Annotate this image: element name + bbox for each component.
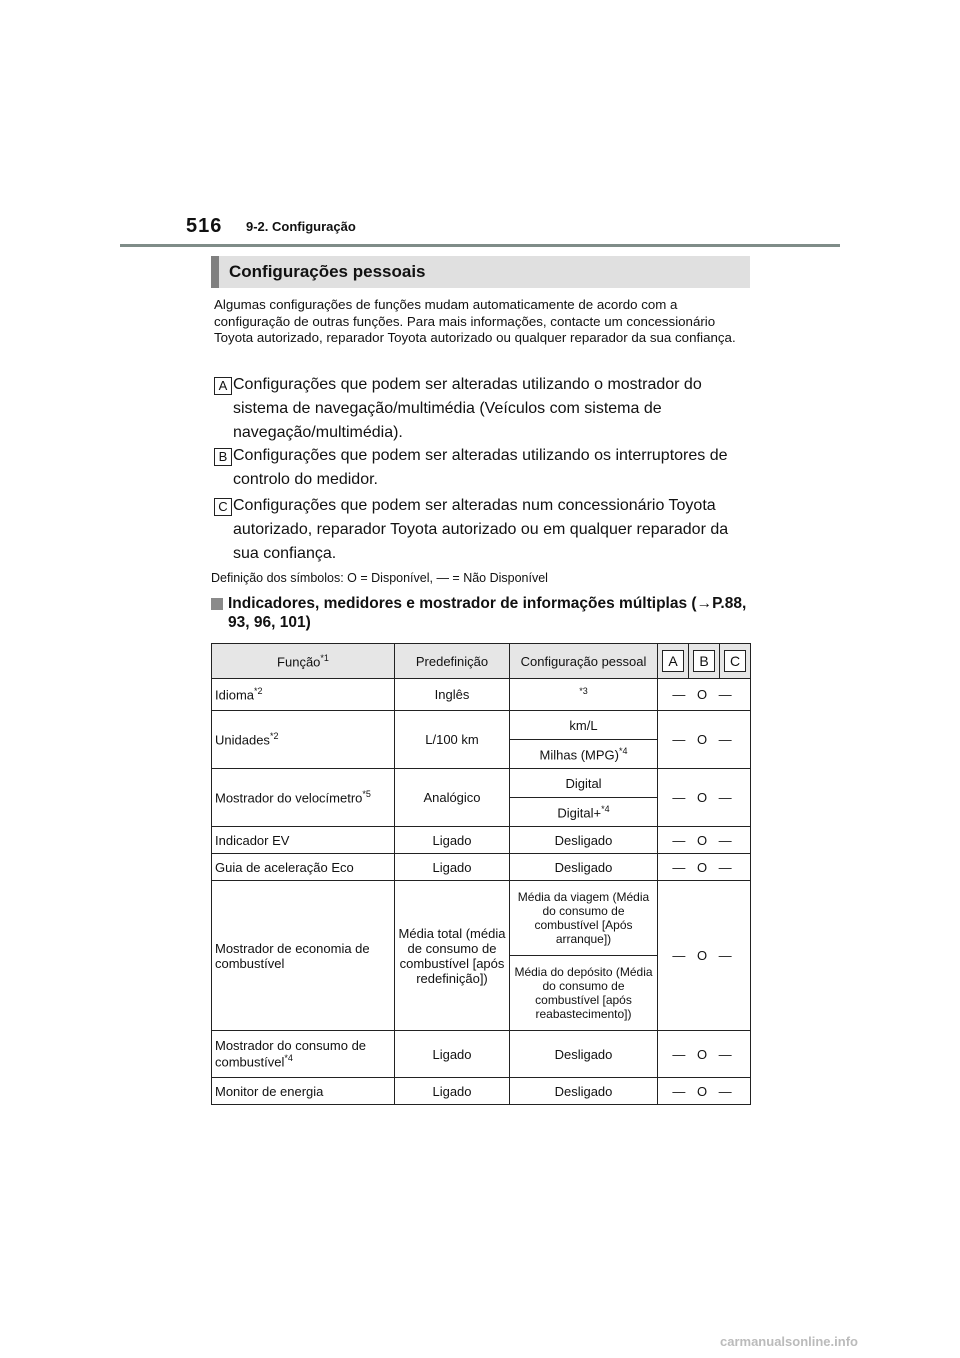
table-row: [212, 854, 751, 881]
row-personal: *3: [510, 679, 658, 711]
table-row: [212, 769, 751, 798]
row-function: Idioma$^{*2}$: [212, 679, 395, 711]
page-number: 516: [186, 215, 223, 237]
section-title: Configurações pessoais: [229, 262, 426, 281]
section-reference: 9-2. Configuração: [246, 219, 356, 234]
row-personal: Desligado: [510, 827, 658, 854]
header-function: Função$^{*1}$: [212, 644, 395, 679]
row-function: Monitor de energia: [212, 1078, 395, 1105]
row-availability: — O —: [658, 1078, 751, 1105]
table-header-row: [212, 644, 751, 679]
row-default: Ligado: [395, 827, 510, 854]
table-row: [212, 679, 751, 711]
table-row: [212, 881, 751, 956]
row-default: L/100 km: [395, 711, 510, 769]
row-default: Ligado: [395, 1078, 510, 1105]
row-default: Inglês: [395, 679, 510, 711]
row-personal-1: Digital: [510, 769, 658, 798]
row-function: Mostrador do consumo de combustível$^{*4}$: [212, 1031, 395, 1078]
row-personal-1: Média da viagem (Média do consumo de combustível [Após arranque]): [510, 881, 658, 956]
row-personal: Desligado: [510, 1078, 658, 1105]
option-c-text: Configurações que podem ser alteradas num concessionário Toyota autorizado, reparador Toyota autorizado ou em qualquer reparador da sua confiança.: [233, 497, 729, 562]
row-function: Mostrador do velocímetro$^{*5}$: [212, 769, 395, 827]
row-default: Analógico: [395, 769, 510, 827]
row-availability: — O —: [658, 769, 751, 827]
table-row: [212, 711, 751, 740]
row-default: Média total (média de consumo de combustível [após redefinição]): [395, 881, 510, 1031]
table-row: [212, 1078, 751, 1105]
settings-table: [211, 643, 751, 1105]
table-row: [212, 827, 751, 854]
subheading: [211, 594, 751, 632]
row-personal-2: Milhas (MPG)$^{*4}$: [510, 740, 658, 769]
symbol-legend: Definição dos símbolos: O = Disponível, — = Não Disponível: [211, 571, 548, 585]
header-personal: Configuração pessoal: [510, 644, 658, 679]
option-c: [214, 494, 750, 566]
option-b: [214, 444, 750, 492]
row-personal-2: Digital+$^{*4}$: [510, 798, 658, 827]
row-availability: — O —: [658, 1031, 751, 1078]
option-b-text: Configurações que podem ser alteradas utilizando os interruptores de controlo do medidor.: [233, 447, 728, 488]
subheading-text: Indicadores, medidores e mostrador de informações múltiplas (→P.88, 93, 96, 101): [228, 595, 747, 631]
intro-paragraph: Algumas configurações de funções mudam automaticamente de acordo com a configuração de outras funções. Para mais informações, contacte um concessionário Toyota autorizado, reparador Toyota autorizado ou qualquer reparador da sua confiança.: [214, 297, 736, 345]
row-availability: — O —: [658, 854, 751, 881]
row-personal-2: Média do depósito (Média do consumo de combustível [após reabastecimento]): [510, 956, 658, 1031]
section-title-bar: [211, 256, 750, 288]
option-b-box: B: [214, 448, 232, 466]
row-availability: — O —: [658, 711, 751, 769]
header-divider: [120, 244, 840, 247]
row-personal-1: km/L: [510, 711, 658, 740]
row-availability: — O —: [658, 827, 751, 854]
header-default: Predefinição: [395, 644, 510, 679]
header-c: C: [720, 644, 751, 679]
option-a: [214, 373, 750, 445]
square-bullet-icon: [211, 598, 223, 610]
row-function: Indicador EV: [212, 827, 395, 854]
table-row: [212, 1031, 751, 1078]
row-availability: — O —: [658, 881, 751, 1031]
row-function: Mostrador de economia de combustível: [212, 881, 395, 1031]
row-function: Guia de aceleração Eco: [212, 854, 395, 881]
row-function: Unidades$^{*2}$: [212, 711, 395, 769]
row-personal: Desligado: [510, 1031, 658, 1078]
watermark: carmanualsonline.info: [720, 1334, 858, 1349]
header-b: B: [689, 644, 720, 679]
header-a: A: [658, 644, 689, 679]
row-default: Ligado: [395, 1031, 510, 1078]
row-default: Ligado: [395, 854, 510, 881]
option-a-box: A: [214, 377, 232, 395]
row-personal: Desligado: [510, 854, 658, 881]
row-availability: — O —: [658, 679, 751, 711]
option-a-text: Configurações que podem ser alteradas utilizando o mostrador do sistema de navegação/multimédia (Veículos com sistema de navegação/multimédia).: [233, 376, 702, 441]
option-c-box: C: [214, 498, 232, 516]
